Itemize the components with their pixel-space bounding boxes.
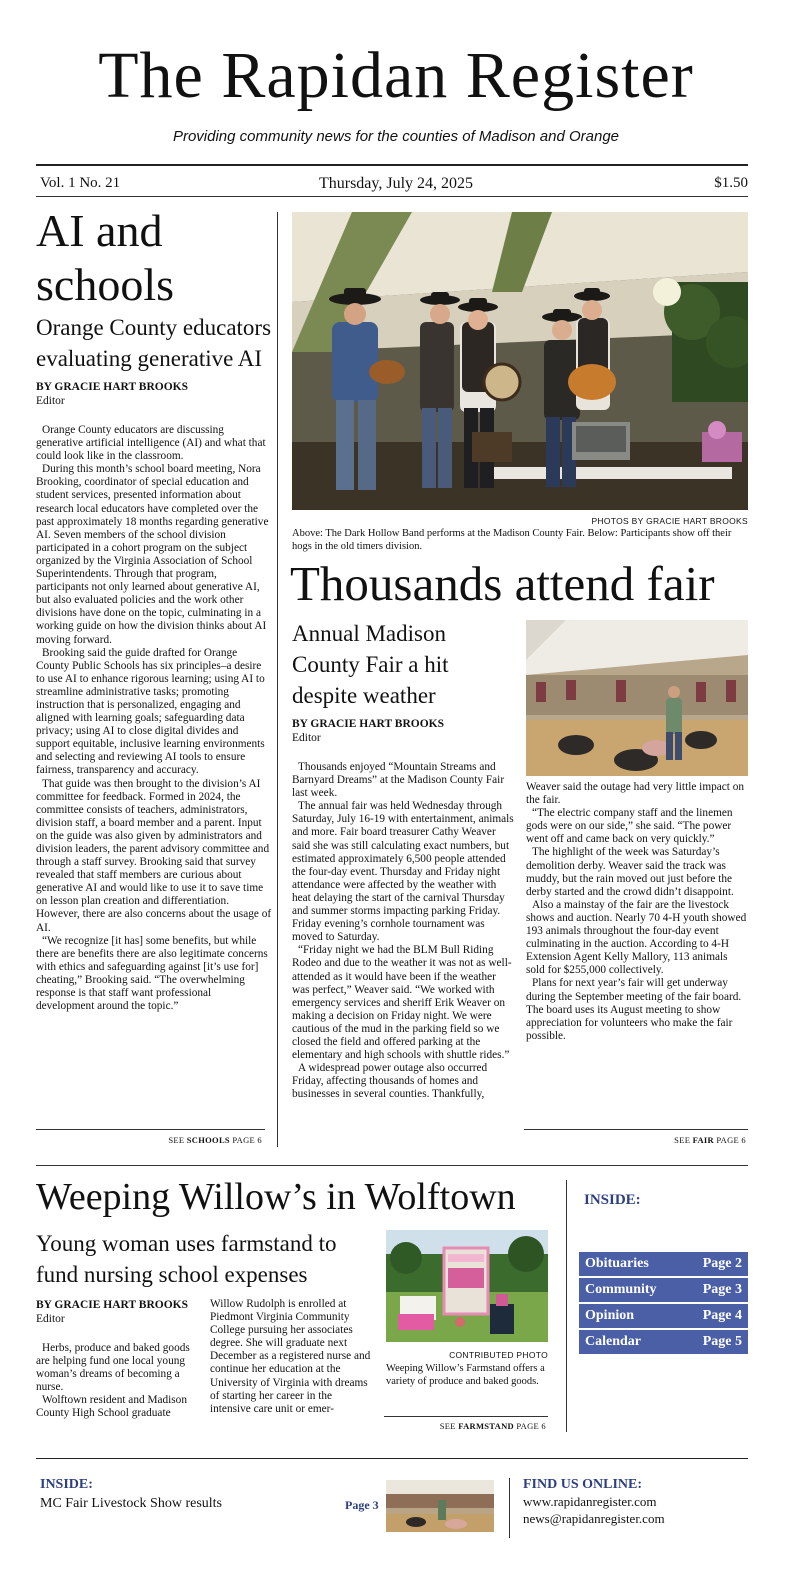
inside-item-calendar[interactable]: Calendar Page 5 (579, 1330, 748, 1356)
inside-item-obituaries[interactable]: Obituaries Page 2 (579, 1252, 748, 1278)
masthead-tagline: Providing community news for the counties of Madison and Orange (172, 128, 620, 145)
masthead-title: The Rapidan Register (98, 39, 694, 112)
paragraph: During this month’s school board meeting, Nora Brooking, coordinator of special education and student services, presented information about research local educators have completed over the past approximately 18 months regarding generative AI. Seven members of the school division participated in a cohort program on the subject organized by the Virginia Association of School Superintendents. Through that program, participants not only learned about generative AI, but also evaluated policies and the work other divisions have done on the topic, culminating in a working guide on how the division thinks about AI moving forward. (36, 463, 269, 646)
footer-online-title: FIND US ONLINE: (523, 1477, 643, 1492)
story-fair-jump-rule (524, 1129, 748, 1130)
footer-inside-page: Page 3 (345, 1498, 379, 1512)
column-divider (277, 212, 278, 1147)
paragraph: Thousands enjoyed “Mountain Streams and Barnyard Dreams” at the Madison County Fair last week. (292, 761, 505, 800)
hog-photo-illustration (526, 620, 748, 776)
story-ai-subhead: Orange County educators evaluating generative AI (36, 315, 272, 371)
story-fair-role: Editor (292, 732, 321, 744)
paragraph: The annual fair was held Wednesday through Saturday, July 16-19 with entertainment, animals and more. Fair board treasurer Cathy Weaver said she was still calculating exact numbers, but estimated approximately 6,500 people attended the four-day event. Thursday and Friday night attendance were affected by the weather with heat delaying the start of the carnival Thursday and summer storms impacting parking Friday. Friday evening’s cornhole tournament was moved to Saturday. (292, 800, 514, 944)
paragraph: A widespread power outage also occurred Friday, affecting thousands of homes and businesses in several counties. Thankfully, (292, 1062, 488, 1101)
paragraph: “Friday night we had the BLM Bull Riding Rodeo and due to the weather it was not as well-attended as it would have been if the weather was perfect,” Weaver said. “We worked with emergency services and sheriff Erik Weaver on making a decision on Friday night. We were cautious of the mud in the parking field so we closed the field and offered parking at the elementary and high schools with shuttle rides.” (292, 944, 512, 1062)
paragraph: Wolftown resident and Madison County High School graduate (36, 1394, 187, 1420)
footer-livestock-photo (386, 1480, 494, 1532)
paragraph: Brooking said the guide drafted for Orange County Public Schools has six principles–a desire to use AI to enhance rigorous learning; using AI to streamline administrative tasks; promoting instruction that is personalized, engaging and aligned with learning goals; safeguarding data privacy; using AI to close digital divides and support equitable, inclusive learning environments and selecting and reviewing AI tools to ensure fairness, transparency and accuracy. (36, 646, 265, 777)
paragraph: Plans for next year’s fair will get underway during the September meeting of the fair board. The board uses its August meeting to show appreciation for volunteers who make the fair possible. (526, 977, 742, 1042)
story-ai-jump[interactable]: SEE SCHOOLS PAGE 6 (168, 1135, 262, 1145)
story-willow-jump-rule (384, 1416, 548, 1417)
story-fair-col2 (526, 781, 748, 1043)
paragraph: “We recognize [it has] some benefits, but while there are benefits there are also legitimate concerns with ethics and safeguarding against [it’s use for] cheating,” Brooking said. “The overwhelming response is that staff want professional development around the topic.” (36, 934, 268, 1013)
story-ai-body (36, 424, 272, 1013)
inside-item-community[interactable]: Community Page 3 (579, 1278, 748, 1304)
masthead-rule (36, 164, 748, 166)
story-ai-headline: AI and schools (36, 205, 174, 310)
story-willow-subhead: Young woman uses farmstand to fund nursing school expenses (36, 1231, 337, 1287)
photo-farmstand-credit: CONTRIBUTED PHOTO (449, 1350, 548, 1360)
photo-main-credit: PHOTOS BY GRACIE HART BROOKS (591, 516, 748, 526)
story-ai-role: Editor (36, 395, 65, 407)
paragraph: Weaver said the outage had very little impact on the fair. (526, 781, 745, 807)
paragraph: The highlight of the week was Saturday’s demolition derby. Weaver said the track was muddy, but the rain moved out just before the derby started and the crowd didn’t disappoint. (526, 846, 734, 898)
story-fair-byline: BY GRACIE HART BROOKS (292, 718, 444, 730)
story-ai-byline: BY GRACIE HART BROOKS (36, 381, 188, 393)
livestock-thumbnail (386, 1480, 494, 1532)
inside-box-list (579, 1252, 748, 1356)
story-willow-col1 (36, 1298, 200, 1421)
story-fair-body-col1 (292, 761, 514, 1101)
story-ai-jump-rule (36, 1129, 265, 1130)
paragraph: Also a mainstay of the fair are the livestock shows and auction. Nearly 70 4-H youth showed 193 animals throughout the four-day event culminating in the auction. According to 4-H Extension Agent Kelly Mallory, 113 animals sold for $255,000 collectively. (526, 898, 747, 977)
story-fair-col1 (292, 618, 514, 1101)
story-ai (36, 204, 272, 1013)
paragraph: That guide was then brought to the division’s AI committee for feedback. Formed in 2024, the committee consists of teachers, administrators, division staff, a board member and a parent. Input on the guide was also given by administrators and division leaders, the parent advisory committee and through a staff survey. Brooking said that survey revealed that staff members are curious about generative AI and would like to use it to save time on lesson plan creation and differentiation. However, there are also concerns about the usage of AI. (36, 777, 272, 934)
footer-inside-item[interactable]: MC Fair Livestock Show results (40, 1496, 222, 1511)
story-fair-body-col2 (526, 781, 748, 1043)
footer-rule (36, 1458, 748, 1459)
story-willow-byline: BY GRACIE HART BROOKS (36, 1299, 188, 1311)
footer-divider (509, 1478, 510, 1538)
volume-number: Vol. 1 No. 21 (40, 175, 121, 191)
story-willow-headline: Weeping Willow’s in Wolftown (36, 1176, 516, 1218)
photo-hog-show (526, 620, 748, 776)
story-fair-headline: Thousands attend fair (290, 556, 715, 611)
paragraph: Orange County educators are discussing generative artificial intelligence (AI) and what that could look like in the classroom. (36, 424, 266, 463)
footer-email-link[interactable]: news@rapidanregister.com (523, 1511, 665, 1526)
band-photo-illustration (292, 212, 748, 510)
inside-divider (566, 1180, 567, 1432)
photo-farmstand-caption: Weeping Willow’s Farmstand offers a variety of produce and baked goods. (386, 1363, 545, 1387)
footer-inside-title: INSIDE: (40, 1477, 93, 1492)
photo-main-caption: Above: The Dark Hollow Band performs at the Madison County Fair. Below: Participants show off their hogs in the old timers division. (292, 528, 732, 552)
section-rule (36, 1165, 748, 1166)
photo-dark-hollow-band (292, 212, 748, 510)
issue-price: $1.50 (714, 175, 748, 191)
footer-website-link[interactable]: www.rapidanregister.com (523, 1494, 657, 1509)
story-willow-body-col1 (36, 1342, 200, 1421)
story-fair-subhead: Annual Madison County Fair a hit despite weather (292, 621, 449, 708)
issue-date: Thursday, July 24, 2025 (318, 175, 474, 192)
dateline-rule (36, 196, 748, 197)
photo-farmstand (386, 1230, 548, 1342)
inside-item-opinion[interactable]: Opinion Page 4 (579, 1304, 748, 1330)
farmstand-photo-illustration (386, 1230, 548, 1342)
story-willow-jump[interactable]: SEE FARMSTAND PAGE 6 (439, 1421, 546, 1431)
paragraph: Herbs, produce and baked goods are helping fund one local young woman’s dreams of becoming a nurse. (36, 1342, 190, 1394)
inside-box-title: INSIDE: (584, 1192, 641, 1208)
story-willow-role: Editor (36, 1313, 65, 1325)
story-willow-body-col2: Willow Rudolph is enrolled at Piedmont Virginia Community College pursuing her associates degree. She will graduate next December as a registered nurse and continue her education at the University of Virginia with dreams of starting her career in the intensive care unit or emer- (210, 1298, 371, 1415)
paragraph: “The electric company staff and the linemen gods were on our side,” she said. “The power went off and came back on very quickly.” (526, 807, 733, 846)
story-fair-jump[interactable]: SEE FAIR PAGE 6 (674, 1135, 746, 1145)
